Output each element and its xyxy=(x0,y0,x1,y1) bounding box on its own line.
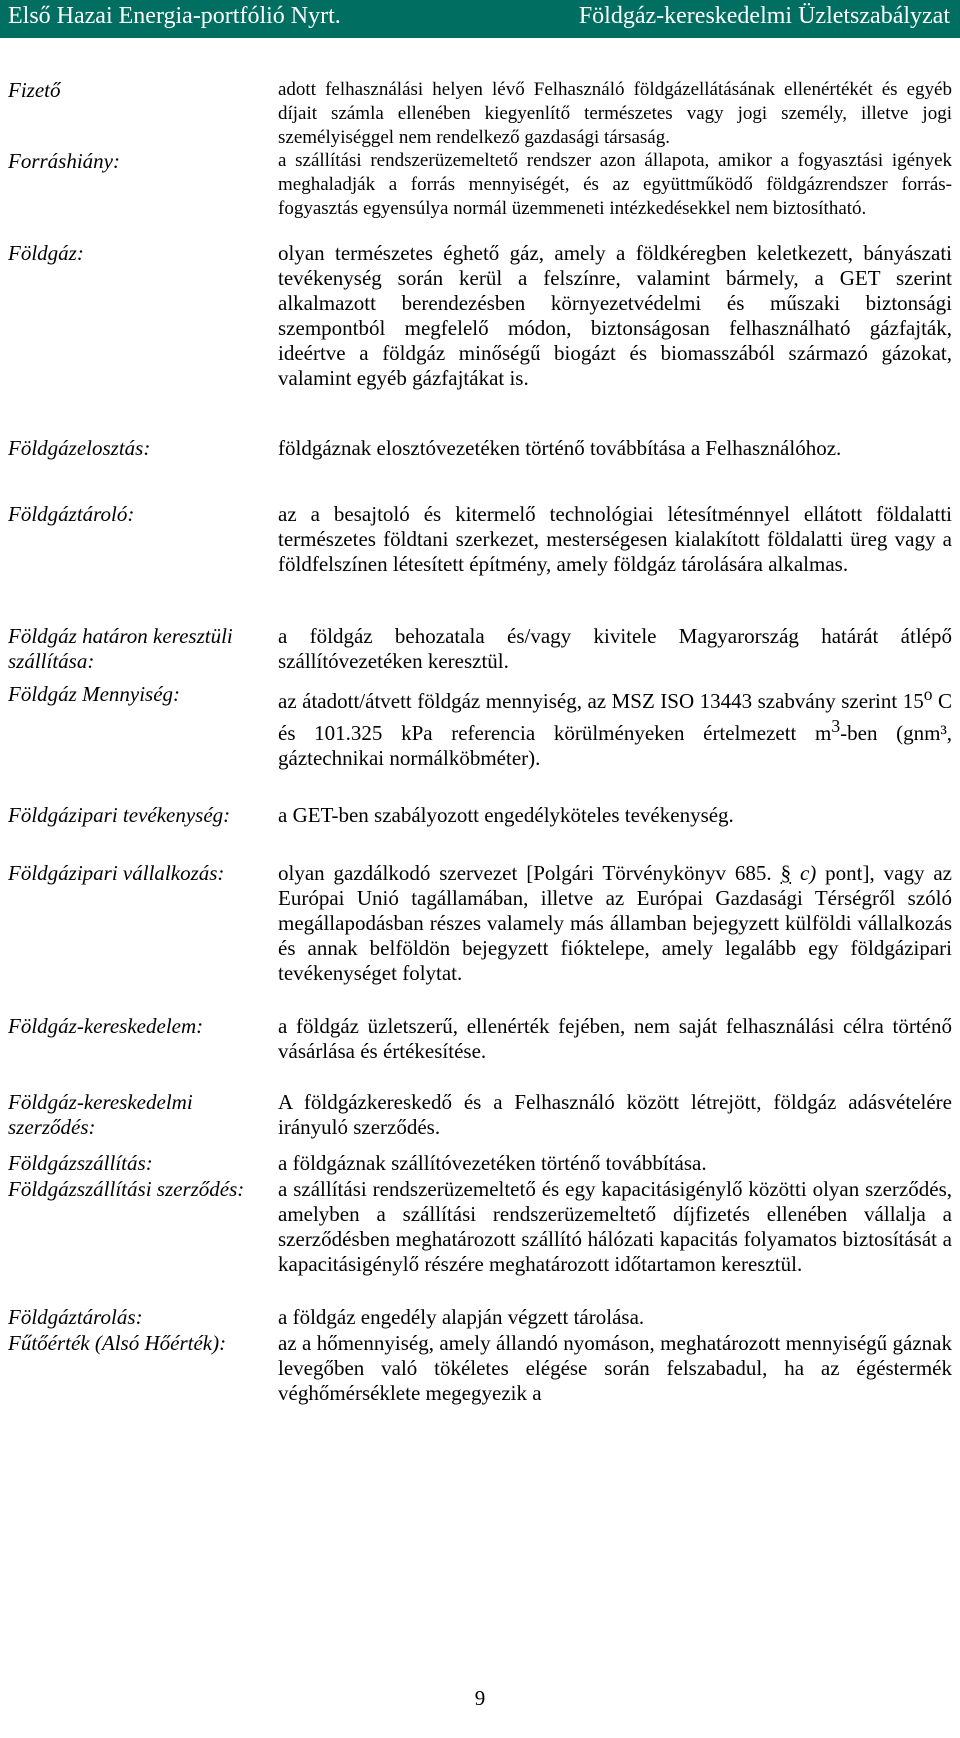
page-number: 9 xyxy=(474,1686,486,1710)
header-company: Első Hazai Energia-portfólió Nyrt. xyxy=(8,3,341,29)
definition: az a besajtoló és kitermelő technológiai létesítménnyel ellátott földalatti természetes földtani szerkezet, mesterségesen kialakított földalatti üreg vagy a földfelszínen létesített építmény, amely földgáz tárolására alkalmas. xyxy=(278,502,952,576)
definition: olyan természetes éghető gáz, amely a földkéregben keletkezett, bányászati tevékenység során kerül a felszínre, valamint bármely, a GET szerint alkalmazott berendezésben környezetvédelmi és műszaki biztonsági szempontból megfelelő módon, biztonságosan felhasználható gázfajták, ideértve a földgáz minőségű biogázt és biomasszából származó gázokat, valamint egyéb gázfajtákat is. xyxy=(278,241,952,390)
definition: a szállítási rendszerüzemeltető és egy kapacitásigénylő közötti olyan szerződés, amelyben a szállítási rendszerüzemeltető díjfizetés ellenében vállalja a szerződésben meghatározott szállító hálózati kapacitás folyamatos biztosítását a kapacitásigénylő részére meghatározott időtartamon keresztül. xyxy=(278,1177,952,1276)
definition: a földgáz engedély alapján végzett tárolása. xyxy=(278,1305,645,1329)
definition: a földgáz behozatala és/vagy kivitele Magyarország határát átlépő szállítóvezetéken keresztül. xyxy=(278,624,952,673)
term: Földgázipari vállalkozás: xyxy=(8,861,225,885)
definition: A földgázkereskedő és a Felhasználó között létrejött, földgáz adásvételére irányuló szerződés. xyxy=(278,1090,952,1139)
term: Földgáztárolás: xyxy=(8,1305,143,1329)
entry-hataron-keresztuli xyxy=(8,624,952,682)
entry-fizeto xyxy=(8,78,952,149)
definition: a szállítási rendszerüzemeltető rendszer azon állapota, amikor a fogyasztási igények meghaladják a forrás mennyiségét, és az együttműködő földgázrendszer forrás-fogyasztás egyensúlya normál üzemmeneti intézkedésekkel nem biztosítható. xyxy=(278,150,952,219)
entry-foldgazipari-tevekenyseg xyxy=(8,803,952,861)
term: Fizető xyxy=(8,78,61,102)
entry-foldgazelosztas xyxy=(8,436,952,502)
term: Földgázelosztás: xyxy=(8,436,151,460)
entry-foldgaz xyxy=(8,241,952,436)
definition: az átadott/átvett földgáz mennyiség, az MSZ ISO 13443 szabvány szerint 15$^o$ C és 101.325 kPa referencia körülményeken értelmezett $m^3$-ben (gnm³, gáztechnikai normálköbméter). xyxy=(278,684,953,770)
header-document-title: Földgáz-kereskedelmi Üzletszabályzat xyxy=(578,3,950,29)
definition: földgáznak elosztóvezetéken történő továbbítása a Felhasználóhoz. xyxy=(278,436,842,460)
term: Földgáz Mennyiség: xyxy=(8,682,181,706)
entry-szallitasi-szerzodes xyxy=(8,1177,952,1305)
term: Földgáztároló: xyxy=(8,502,135,526)
term: Földgázszállítási szerződés: xyxy=(8,1177,245,1201)
definition: az a hőmennyiség, amely állandó nyomáson, meghatározott mennyiségű gáznak levegőben való tökéletes elégése során felszabadul, ha az égéstermék véghőmérséklete megegyezik a xyxy=(278,1331,952,1405)
entry-forrashiany xyxy=(8,149,952,241)
term: Földgázipari tevékenység: xyxy=(8,803,231,827)
term: Földgázszállítás: xyxy=(8,1151,153,1175)
entry-kereskedelmi-szerzodes xyxy=(8,1090,952,1151)
entry-foldgaztarolo xyxy=(8,502,952,624)
entry-foldgazszallitas xyxy=(8,1151,952,1177)
entry-foldgaztarolas xyxy=(8,1305,952,1331)
term: Földgáz-kereskedelem: xyxy=(8,1014,204,1038)
definition: a földgáznak szállítóvezetéken történő továbbítása. xyxy=(278,1151,707,1175)
term: Földgáz: xyxy=(8,241,84,265)
entry-futoertek xyxy=(8,1331,952,1411)
definition: olyan gazdálkodó szervezet [Polgári Törvénykönyv 685. § c) pont], vagy az Európai Unió tagállamában, illetve az Európai Gazdasági Térségről szóló megállapodásban részes valamely más államban bejegyzett külföldi vállalkozás és annak belföldön bejegyzett fióktelepe, amely legalább egy földgázipari tevékenységet folytat. xyxy=(278,861,952,985)
term: Fűtőérték (Alsó Hőérték): xyxy=(8,1331,227,1355)
glossary-body xyxy=(8,78,952,1411)
entry-foldgaz-kereskedelem xyxy=(8,1014,952,1090)
entry-foldgaz-mennyiseg xyxy=(8,682,952,803)
entry-foldgazipari-vallalkozas xyxy=(8,861,952,1014)
definition: a GET-ben szabályozott engedélyköteles tevékenység. xyxy=(278,803,734,827)
definition: a földgáz üzletszerű, ellenérték fejében, nem saját felhasználási célra történő vásárlása és értékesítése. xyxy=(278,1014,952,1063)
term: Földgáz határon keresztüli szállítása: xyxy=(8,624,233,673)
term: Földgáz-kereskedelmi szerződés: xyxy=(8,1090,193,1139)
page-header xyxy=(0,0,960,38)
term: Forráshiány: xyxy=(8,149,120,173)
definition: adott felhasználási helyen lévő Felhasználó földgázellátásának ellenértékét és egyéb díjait számla ellenében kiegyenlítő természetes vagy jogi személy, illetve jogi személyiséggel nem rendelkező gazdasági társaság. xyxy=(278,79,952,148)
